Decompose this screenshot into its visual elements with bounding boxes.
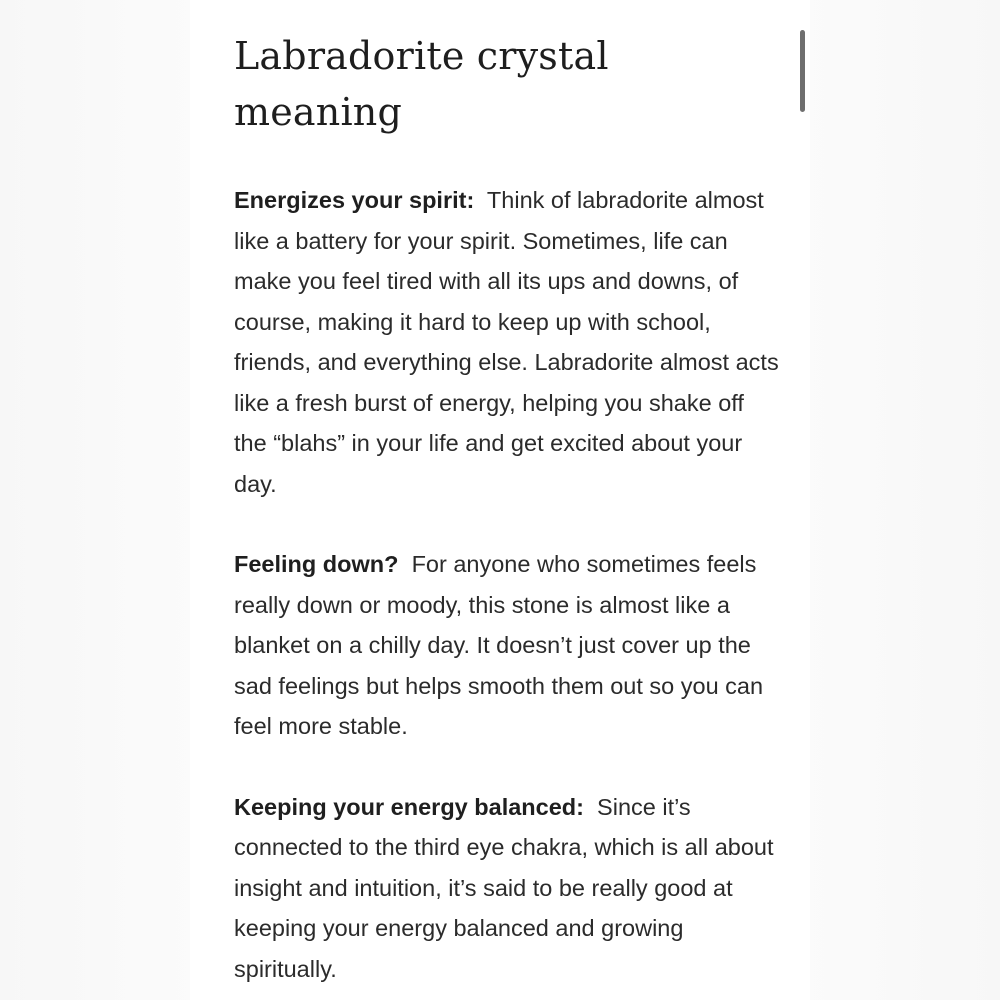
section-body: Since it’s connected to the third eye chakra, which is all about insight and intuition, it’s said to be really good at keeping your energy balanced and growing spiritually. <box>234 793 774 982</box>
section-body: Think of labradorite almost like a battery for your spirit. Sometimes, life can make you feel tired with all its ups and downs, of course, making it hard to keep up with school, friends, and everything else. Labradorite almost acts like a fresh burst of energy, helping you shake off the “blahs” in your life and get excited about your day. <box>234 187 779 497</box>
section-feeling-down <box>234 544 779 747</box>
section-body: For anyone who sometimes feels really down or moody, this stone is almost like a blanket on a chilly day. It doesn’t just cover up the sad feelings but helps smooth them out so you can feel more stable. <box>234 551 764 739</box>
section-heading: Keeping your energy balanced: <box>234 793 584 820</box>
scrollbar-thumb[interactable] <box>800 30 805 112</box>
article-page[interactable] <box>190 0 810 1000</box>
page-title: Labradorite crystal meaning <box>234 34 609 134</box>
section-energizes-spirit <box>234 180 779 504</box>
section-energy-balanced <box>234 787 779 990</box>
article-content <box>234 28 779 989</box>
section-heading: Feeling down? <box>234 551 399 577</box>
section-heading: Energizes your spirit: <box>234 187 475 213</box>
